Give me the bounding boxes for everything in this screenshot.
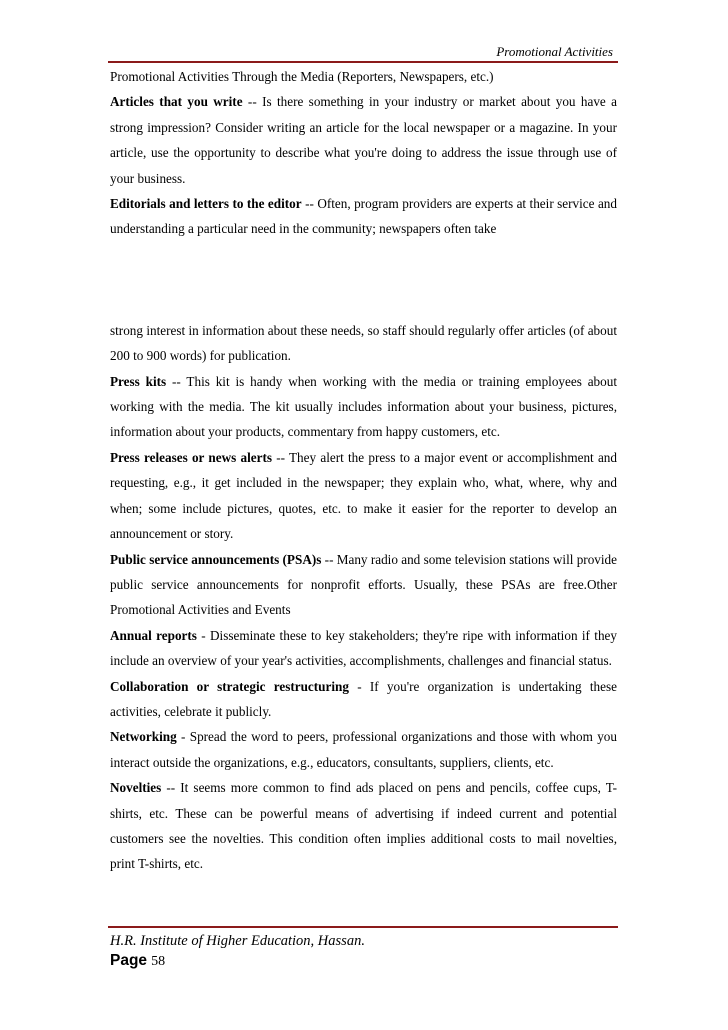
text-psa: -- Many radio and some television stations will provide public service announcements for nonprofit efforts. Usually, these PSAs are free.Other Promotional Activities and Events <box>110 551 617 618</box>
footer-institution: H.R. Institute of Higher Education, Hassan. <box>110 933 365 949</box>
term-annual-reports: Annual reports <box>110 627 197 643</box>
term-novelties: Novelties <box>110 780 162 796</box>
term-articles: Articles that you write <box>110 94 243 110</box>
running-header-title: Promotional Activities <box>496 44 613 59</box>
paragraph-editorials-continued: strong interest in information about these needs, so staff should regularly offer articles (of about 200 to 900 words) for publication. <box>110 322 617 364</box>
text-press-releases: -- They alert the press to a major event or accomplishment and requesting, e.g., it get included in the newspaper; they explain who, what, where, why and when; some include pictures, quotes, etc. to make it easier for the reporter to develop an announcement or story. <box>110 449 617 542</box>
text-editorials-part1: -- Often, program providers are experts at their service and understanding a particular need in the community; newspapers often take <box>110 196 617 237</box>
term-collaboration: Collaboration or strategic restructuring <box>110 678 349 694</box>
paragraph-articles <box>110 89 617 191</box>
paragraph-psa <box>110 547 617 623</box>
paragraph-press-kits <box>110 369 617 445</box>
term-editorials: Editorials and letters to the editor <box>110 196 302 212</box>
section-intro: Promotional Activities Through the Media (Reporters, Newspapers, etc.) <box>110 69 494 84</box>
body-text <box>110 64 617 877</box>
paragraph-annual-reports <box>110 623 617 674</box>
term-press-releases: Press releases or news alerts <box>110 449 272 465</box>
term-press-kits: Press kits <box>110 373 167 389</box>
text-articles: -- Is there something in your industry or market about you have a strong impression? Consider writing an article for the local newspaper or a magazine. In your article, use the opportunity to describe what you're doing to address the issue through use of your business. <box>110 94 618 186</box>
footer-page-number <box>110 951 165 972</box>
footer-rule <box>108 926 618 928</box>
paragraph-novelties <box>110 775 617 877</box>
text-collaboration: - If you're organization is undertaking these activities, celebrate it publicly. <box>110 678 617 719</box>
text-networking: - Spread the word to peers, professional organizations and those with whom you interact outside the organizations, e.g., educators, consultants, suppliers, clients, etc. <box>110 729 617 770</box>
header-rule <box>108 61 618 63</box>
text-novelties: -- It seems more common to find ads placed on pens and pencils, coffee cups, T-shirts, etc. These can be powerful means of advertising if indeed current and potential customers see the novelties. This condition often implies additional costs to mail novelties, print T-shirts, etc. <box>110 780 617 872</box>
page-gap <box>110 242 617 318</box>
page-number: 58 <box>151 954 166 969</box>
text-press-kits: -- This kit is handy when working with the media or training employees about working with the media. The kit usually includes information about your business, pictures, information about your products, commentary from happy customers, etc. <box>110 373 617 440</box>
paragraph-editorials <box>110 191 617 242</box>
term-networking: Networking <box>110 729 177 745</box>
paragraph-networking <box>110 724 617 775</box>
term-psa: Public service announcements (PSA)s <box>110 551 322 567</box>
text-annual-reports: - Disseminate these to key stakeholders; they're ripe with information if they include an overview of your year's activities, accomplishments, challenges and financial status. <box>110 627 618 669</box>
page-label: Page <box>110 952 148 969</box>
paragraph-collaboration <box>110 674 617 725</box>
paragraph-press-releases <box>110 445 617 547</box>
